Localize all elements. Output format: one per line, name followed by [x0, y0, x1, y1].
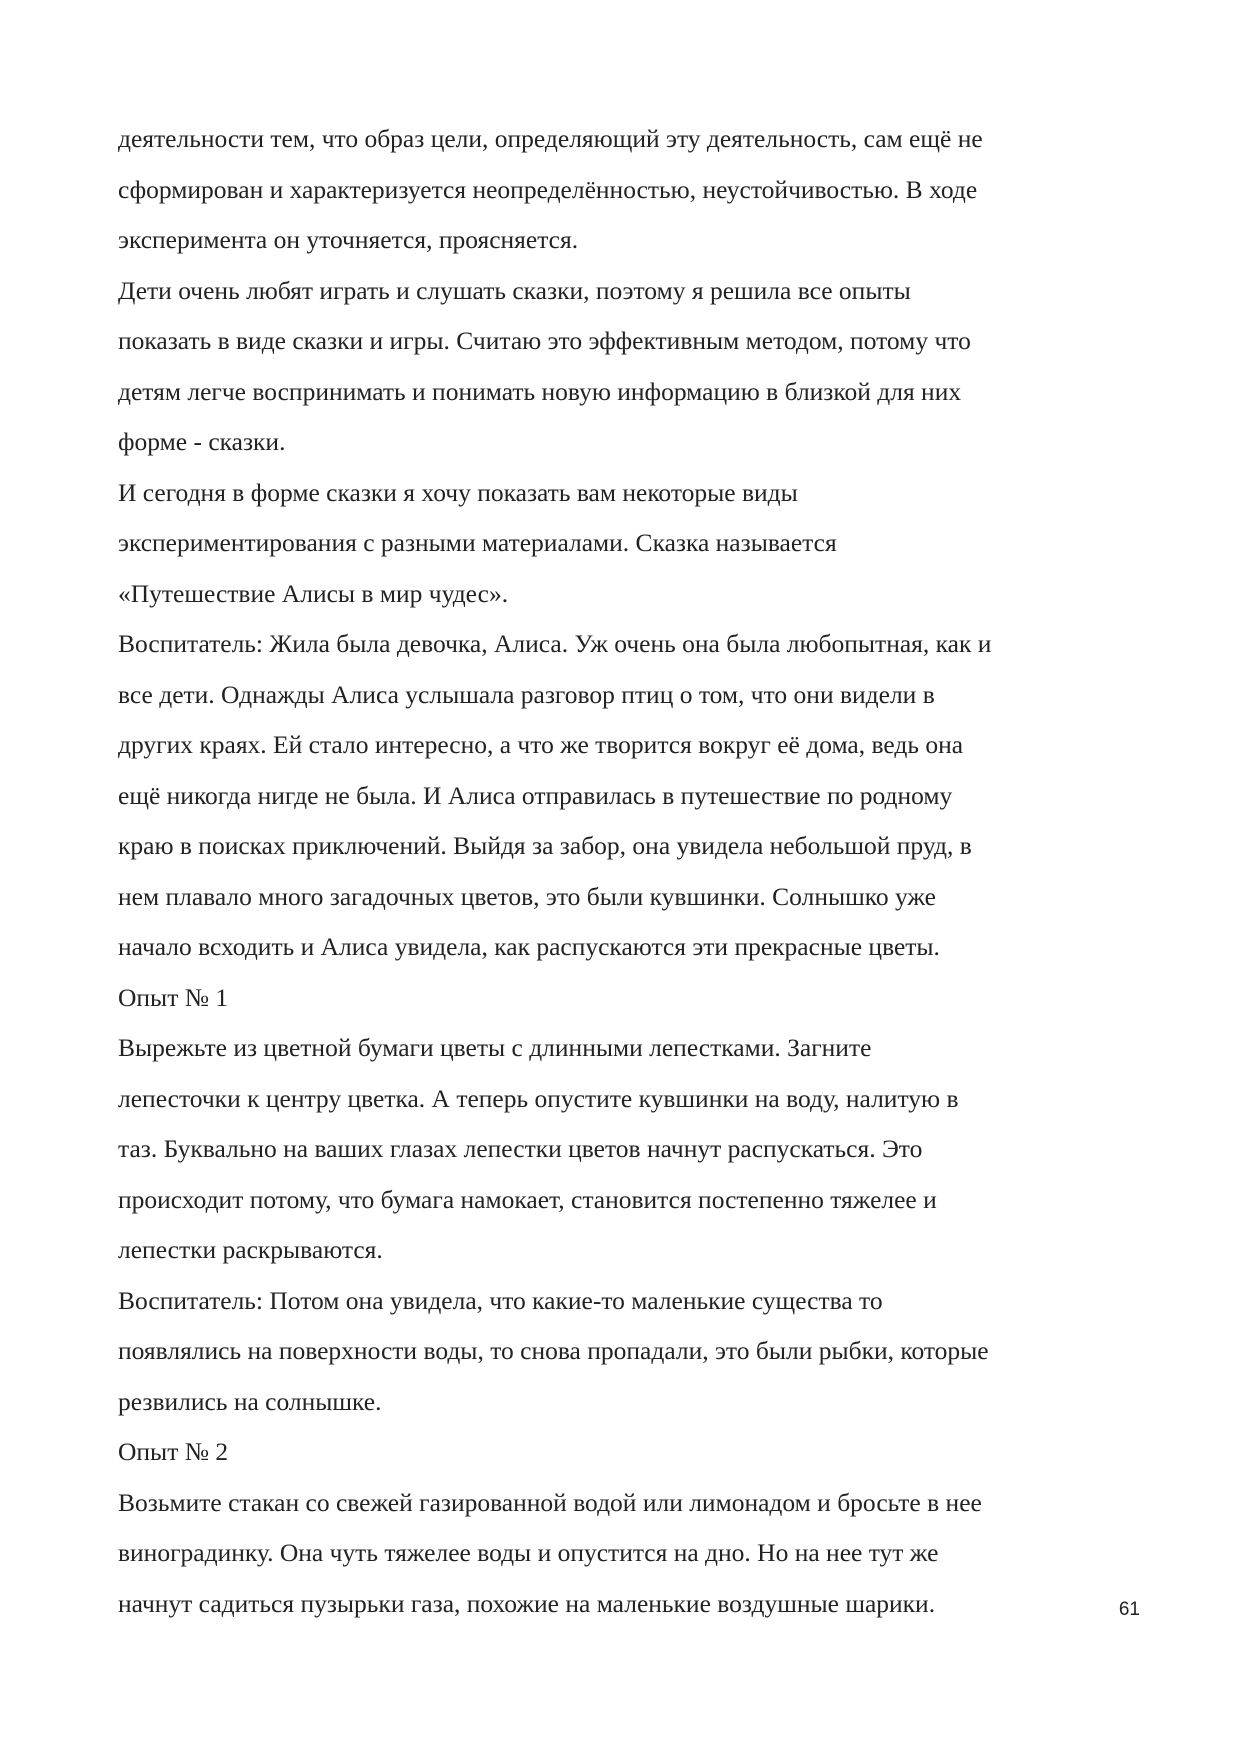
- text-line: деятельности тем, что образ цели, определяющий эту деятельность, сам ещё не: [118, 124, 983, 153]
- text-line: появлялись на поверхности воды, то снова пропадали, это были рыбки, которые: [118, 1336, 989, 1365]
- text-line: «Путешествие Алисы в мир чудес».: [118, 578, 509, 608]
- text-line: И сегодня в форме сказки я хочу показать вам некоторые виды: [118, 477, 798, 507]
- heading-experiment-1: Опыт № 1: [118, 982, 229, 1012]
- text-line: резвились на солнышке.: [118, 1386, 382, 1416]
- text-line: ещё никогда нигде не была. И Алиса отправилась в путешествие по родному: [118, 780, 953, 810]
- text-line: виноградинку. Она чуть тяжелее воды и опустится на дно. Но на нее тут же: [118, 1538, 939, 1567]
- text-line: экспериментирования с разными материалами. Сказка называется: [118, 528, 837, 557]
- text-line: начало всходить и Алиса увидела, как распускаются эти прекрасные цветы.: [118, 932, 940, 961]
- text-line: происходит потому, что бумага намокает, становится постепенно тяжелее и: [118, 1184, 937, 1214]
- text-line: Дети очень любят играть и слушать сказки, поэтому я решила все опыты: [118, 275, 911, 305]
- text-line: начнут садиться пузырьки газа, похожие на маленькие воздушные шарики.: [118, 1588, 936, 1618]
- text-line: таз. Буквально на ваших глазах лепестки цветов начнут распускаться. Это: [118, 1134, 923, 1163]
- text-line: детям легче воспринимать и понимать новую информацию в близкой для них: [118, 376, 962, 406]
- text-line: лепестки раскрываются.: [118, 1235, 383, 1264]
- text-line: Воспитатель: Жила была девочка, Алиса. Уж очень она была любопытная, как и: [118, 629, 992, 658]
- text-line: показать в виде сказки и игры. Считаю это эффективным методом, потому что: [118, 326, 971, 355]
- text-line: краю в поисках приключений. Выйдя за забор, она увидела небольшой пруд, в: [118, 831, 972, 860]
- text-line: лепесточки к центру цветка. А теперь опустите кувшинки на воду, налитую в: [118, 1083, 959, 1113]
- text-line: Вырежьте из цветной бумаги цветы с длинными лепестками. Загните: [118, 1033, 872, 1062]
- text-line: Воспитатель: Потом она увидела, что какие-то маленькие существа то: [118, 1285, 883, 1315]
- page-number: 61: [1118, 1599, 1140, 1620]
- heading-experiment-2: Опыт № 2: [118, 1437, 229, 1466]
- body-text: [118, 114, 1138, 1629]
- text-line: все дети. Однажды Алиса услышала разговор птиц о том, что они видели в: [118, 679, 935, 709]
- text-line: Возьмите стакан со свежей газированной водой или лимонадом и бросьте в нее: [118, 1487, 982, 1517]
- text-line: эксперимента он уточняется, проясняется.: [118, 225, 579, 254]
- text-line: форме - сказки.: [118, 427, 286, 456]
- text-line: сформирован и характеризуется неопределённостью, неустойчивостью. В ходе: [118, 174, 978, 204]
- text-line: нем плавало много загадочных цветов, это были кувшинки. Солнышко уже: [118, 881, 936, 911]
- text-line: других краях. Ей стало интересно, а что же творится вокруг её дома, ведь она: [118, 730, 964, 759]
